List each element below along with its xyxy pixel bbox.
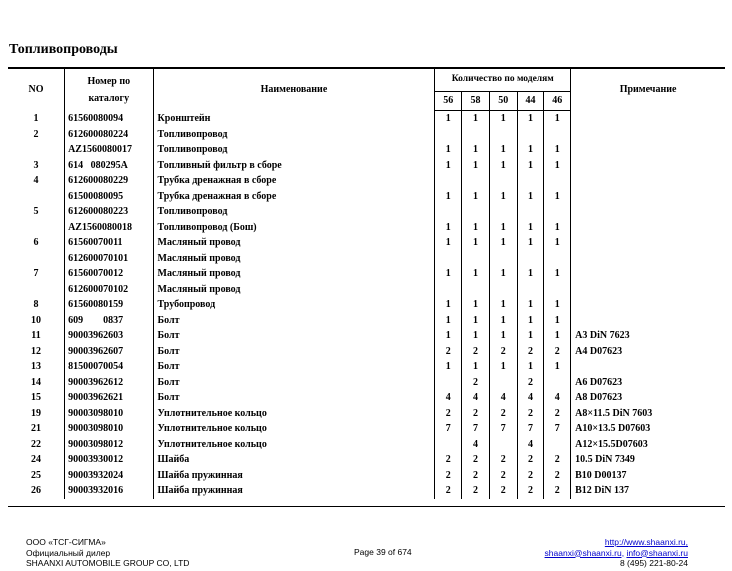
row-qty-50: 2 — [489, 452, 517, 468]
row-qty-44: 1 — [517, 313, 544, 329]
row-name: Болт — [153, 375, 435, 391]
row-qty-50: 1 — [489, 158, 517, 174]
table-row — [8, 142, 725, 158]
row-qty-56: 1 — [435, 297, 462, 313]
row-qty-58: 2 — [462, 452, 490, 468]
row-qty-44: 2 — [517, 468, 544, 484]
row-qty-50: 2 — [489, 483, 517, 499]
table-row — [8, 173, 725, 189]
row-qty-58: 2 — [462, 468, 490, 484]
row-note — [571, 282, 725, 298]
row-qty-46: 2 — [544, 483, 571, 499]
row-qty-50 — [489, 173, 517, 189]
row-catalog-number: 614 080295A — [65, 158, 153, 174]
row-qty-58: 1 — [462, 266, 490, 282]
row-qty-44: 1 — [517, 111, 544, 127]
footer-page-number: Page 39 of 674 — [354, 547, 412, 557]
row-name: Болт — [153, 390, 435, 406]
row-qty-46: 2 — [544, 406, 571, 422]
table-row — [8, 127, 725, 143]
row-no: 12 — [31, 345, 42, 357]
row-qty-44: 2 — [517, 452, 544, 468]
row-qty-44: 1 — [517, 266, 544, 282]
row-qty-46: 1 — [544, 359, 571, 375]
row-qty-58 — [462, 127, 490, 143]
row-qty-56: 1 — [435, 158, 462, 174]
row-qty-50 — [489, 282, 517, 298]
row-qty-50: 2 — [489, 468, 517, 484]
row-no: 2 — [33, 128, 39, 140]
row-catalog-number: 61560080159 — [65, 297, 153, 313]
row-catalog-number: 61500080095 — [65, 189, 153, 205]
row-no: 6 — [33, 237, 39, 248]
row-qty-50: 1 — [489, 220, 517, 236]
row-qty-44: 2 — [517, 483, 544, 499]
row-qty-50: 1 — [489, 297, 517, 313]
row-qty-50: 1 — [489, 142, 517, 158]
header-qty-group: Количество по моделям — [435, 68, 571, 92]
table-row — [8, 328, 725, 344]
row-no — [8, 282, 65, 298]
row-qty-46: 4 — [544, 390, 571, 406]
row-catalog-number: AZ1560080017 — [65, 142, 153, 158]
row-note: A3 DiN 7623 — [571, 328, 725, 344]
row-name: Уплотнительное кольцо — [153, 421, 435, 437]
row-qty-58: 1 — [462, 220, 490, 236]
row-qty-56 — [435, 127, 462, 143]
row-qty-58: 1 — [462, 328, 490, 344]
row-qty-50: 1 — [489, 189, 517, 205]
row-name: Уплотнительное кольцо — [153, 437, 435, 453]
table-row — [8, 359, 725, 375]
row-qty-58 — [462, 173, 490, 189]
row-qty-46: 1 — [544, 266, 571, 282]
bottom-rule — [8, 506, 725, 507]
row-no: 3 — [33, 159, 39, 171]
row-catalog-number: 90003932024 — [65, 468, 153, 484]
row-qty-46 — [544, 127, 571, 143]
row-name: Топливопровод — [153, 204, 435, 220]
row-qty-56 — [435, 375, 462, 391]
row-qty-56 — [435, 204, 462, 220]
row-qty-46: 1 — [544, 313, 571, 329]
row-no: 1 — [33, 112, 39, 124]
row-catalog-number: 61560080094 — [65, 111, 153, 127]
row-qty-44: 2 — [517, 344, 544, 360]
row-catalog-number: 90003962607 — [65, 344, 153, 360]
row-qty-58: 1 — [462, 359, 490, 375]
row-name: Болт — [153, 313, 435, 329]
row-qty-58: 2 — [462, 483, 490, 499]
row-qty-50: 2 — [489, 344, 517, 360]
page-title: Топливопроводы — [9, 42, 118, 57]
row-qty-50 — [489, 251, 517, 267]
row-catalog-number: 612600080229 — [65, 173, 153, 189]
row-catalog-number: 90003098010 — [65, 421, 153, 437]
header-model-44: 44 — [517, 92, 544, 111]
row-qty-44: 4 — [517, 390, 544, 406]
row-catalog-number: 612600080224 — [65, 127, 153, 143]
row-name: Шайба — [153, 452, 435, 468]
row-catalog-number: 609 0837 — [65, 313, 153, 329]
row-name: Кронштейн — [153, 111, 435, 127]
row-qty-58: 2 — [462, 375, 490, 391]
row-qty-58: 2 — [462, 406, 490, 422]
table-row — [8, 390, 725, 406]
row-note — [571, 297, 725, 313]
header-no: NO — [8, 68, 65, 111]
row-qty-46 — [544, 437, 571, 453]
row-qty-56: 7 — [435, 421, 462, 437]
row-note — [571, 235, 725, 251]
table-row — [8, 282, 725, 298]
row-no: 15 — [31, 392, 42, 403]
row-qty-50 — [489, 127, 517, 143]
row-qty-46: 1 — [544, 235, 571, 251]
row-qty-56: 1 — [435, 189, 462, 205]
row-qty-56: 1 — [435, 111, 462, 127]
row-qty-56: 1 — [435, 328, 462, 344]
row-qty-46 — [544, 251, 571, 267]
row-qty-44: 2 — [517, 406, 544, 422]
row-no: 5 — [33, 206, 39, 217]
row-qty-56: 2 — [435, 406, 462, 422]
row-qty-46: 1 — [544, 297, 571, 313]
row-qty-58: 1 — [462, 235, 490, 251]
header-model-58: 58 — [462, 92, 490, 111]
row-catalog-number: 90003098010 — [65, 406, 153, 422]
row-catalog-number: 90003962621 — [65, 390, 153, 406]
row-qty-56: 2 — [435, 468, 462, 484]
row-qty-58: 7 — [462, 421, 490, 437]
row-qty-46 — [544, 173, 571, 189]
row-qty-56 — [435, 251, 462, 267]
table-row — [8, 297, 725, 313]
row-name: Масляный провод — [153, 235, 435, 251]
row-qty-56 — [435, 282, 462, 298]
row-catalog-number: 90003962603 — [65, 328, 153, 344]
row-note: B10 D00137 — [571, 468, 725, 484]
row-qty-58 — [462, 204, 490, 220]
row-qty-46: 2 — [544, 344, 571, 360]
row-qty-50: 1 — [489, 313, 517, 329]
header-name: Наименование — [153, 68, 435, 111]
row-qty-44: 1 — [517, 220, 544, 236]
row-qty-44: 1 — [517, 189, 544, 205]
row-note — [571, 127, 725, 143]
footer-group: SHAANXI AUTOMOBILE GROUP CO, LTD — [26, 558, 190, 568]
row-catalog-number: 612600070102 — [65, 282, 153, 298]
row-qty-58: 2 — [462, 344, 490, 360]
row-qty-44: 1 — [517, 158, 544, 174]
row-note — [571, 111, 725, 127]
row-qty-44: 1 — [517, 142, 544, 158]
row-qty-44 — [517, 127, 544, 143]
row-no: 26 — [31, 485, 42, 496]
row-qty-44: 1 — [517, 328, 544, 344]
row-qty-50 — [489, 375, 517, 391]
footer-dealer: Официальный дилер — [26, 547, 111, 558]
row-note — [571, 173, 725, 189]
row-name: Шайба пружинная — [153, 483, 435, 499]
footer-website-link[interactable]: http://www.shaanxi.ru, — [604, 537, 688, 547]
table-row — [8, 421, 725, 437]
table-row — [8, 158, 725, 174]
row-note: A12×15.5D07603 — [571, 437, 725, 453]
row-name: Топливный фильтр в сборе — [153, 158, 435, 174]
row-name: Трубка дренажная в сборе — [153, 173, 435, 189]
row-name: Болт — [153, 344, 435, 360]
row-qty-44: 1 — [517, 235, 544, 251]
row-no: 21 — [31, 423, 42, 434]
row-qty-50: 1 — [489, 235, 517, 251]
row-qty-58: 4 — [462, 437, 490, 453]
row-qty-56: 2 — [435, 344, 462, 360]
row-qty-50: 1 — [489, 111, 517, 127]
row-qty-56 — [435, 173, 462, 189]
row-qty-58: 4 — [462, 390, 490, 406]
footer-info-email-link[interactable]: info@shaanxi.ru — [626, 547, 688, 558]
row-catalog-number: 61560070011 — [65, 235, 153, 251]
row-qty-58 — [462, 282, 490, 298]
row-no — [8, 142, 65, 158]
row-name: Топливопровод — [153, 127, 435, 143]
footer-left — [26, 537, 189, 569]
row-qty-46 — [544, 204, 571, 220]
row-qty-56 — [435, 437, 462, 453]
row-no — [8, 220, 65, 236]
row-qty-46: 2 — [544, 452, 571, 468]
row-catalog-number: 61560070012 — [65, 266, 153, 282]
row-note — [571, 313, 725, 329]
footer-email-link[interactable]: shaanxi@shaanxi.ru, — [544, 547, 625, 558]
table-row — [8, 437, 725, 453]
row-qty-50: 2 — [489, 406, 517, 422]
row-note: A8×11.5 DiN 7603 — [571, 406, 725, 422]
header-catalog: Номер по каталогу — [65, 68, 153, 111]
header-model-46: 46 — [544, 92, 571, 111]
row-qty-50: 7 — [489, 421, 517, 437]
table-row — [8, 220, 725, 236]
row-qty-44 — [517, 251, 544, 267]
row-qty-58: 1 — [462, 111, 490, 127]
row-name: Масляный провод — [153, 251, 435, 267]
row-qty-46: 7 — [544, 421, 571, 437]
table-row — [8, 111, 725, 127]
footer-right — [545, 537, 688, 569]
row-qty-56: 1 — [435, 220, 462, 236]
row-qty-44: 2 — [517, 375, 544, 391]
row-no: 14 — [31, 376, 42, 388]
row-catalog-number: 90003098012 — [65, 437, 153, 453]
row-name: Болт — [153, 328, 435, 344]
row-qty-44 — [517, 173, 544, 189]
row-qty-50: 1 — [489, 266, 517, 282]
table-row — [8, 452, 725, 468]
header-note: Примечание — [571, 68, 725, 111]
row-name: Трубка дренажная в сборе — [153, 189, 435, 205]
row-note — [571, 158, 725, 174]
row-no: 25 — [31, 469, 42, 481]
row-note — [571, 189, 725, 205]
row-qty-44: 1 — [517, 359, 544, 375]
row-catalog-number: AZ1560080018 — [65, 220, 153, 236]
row-qty-56: 1 — [435, 142, 462, 158]
row-catalog-number: 81500070054 — [65, 359, 153, 375]
row-qty-58: 1 — [462, 297, 490, 313]
row-note: A6 D07623 — [571, 375, 725, 391]
row-name: Масляный провод — [153, 282, 435, 298]
row-note — [571, 142, 725, 158]
row-qty-50: 4 — [489, 390, 517, 406]
table-row — [8, 189, 725, 205]
row-qty-56: 1 — [435, 313, 462, 329]
table-row — [8, 313, 725, 329]
footer-company: ООО «ТСГ-СИГМА» — [26, 537, 106, 547]
row-note: A4 D07623 — [571, 344, 725, 360]
row-qty-56: 1 — [435, 266, 462, 282]
parts-table — [8, 67, 725, 499]
header-model-56: 56 — [435, 92, 462, 111]
row-name: Топливопровод (Бош) — [153, 220, 435, 236]
row-catalog-number: 90003932016 — [65, 483, 153, 499]
footer-phone: 8 (495) 221-80-24 — [619, 558, 688, 568]
row-qty-58: 1 — [462, 158, 490, 174]
row-note: 10.5 DiN 7349 — [571, 452, 725, 468]
row-qty-56: 1 — [435, 235, 462, 251]
table-row — [8, 266, 725, 282]
row-no: 11 — [31, 330, 41, 341]
row-no: 7 — [33, 268, 39, 279]
row-catalog-number: 612600070101 — [65, 251, 153, 267]
table-row — [8, 344, 725, 360]
row-qty-46: 2 — [544, 468, 571, 484]
row-note: A8 D07623 — [571, 390, 725, 406]
row-name: Масляный провод — [153, 266, 435, 282]
row-no: 8 — [33, 299, 39, 310]
row-qty-56: 2 — [435, 483, 462, 499]
row-qty-58: 1 — [462, 313, 490, 329]
row-qty-56: 2 — [435, 452, 462, 468]
row-note: B12 DiN 137 — [571, 483, 725, 499]
row-catalog-number: 90003962612 — [65, 375, 153, 391]
row-qty-44: 7 — [517, 421, 544, 437]
row-no: 19 — [31, 407, 42, 419]
row-qty-50: 1 — [489, 359, 517, 375]
row-note — [571, 204, 725, 220]
row-qty-46: 1 — [544, 220, 571, 236]
row-qty-50 — [489, 204, 517, 220]
row-qty-46 — [544, 375, 571, 391]
row-qty-56: 4 — [435, 390, 462, 406]
row-no: 10 — [31, 314, 42, 326]
table-row — [8, 483, 725, 499]
row-name: Шайба пружинная — [153, 468, 435, 484]
row-qty-58 — [462, 251, 490, 267]
row-no: 4 — [33, 175, 39, 186]
row-no: 24 — [31, 454, 42, 465]
row-catalog-number: 612600080223 — [65, 204, 153, 220]
row-note — [571, 359, 725, 375]
row-no: 22 — [31, 438, 42, 450]
table-row — [8, 235, 725, 251]
row-qty-58: 1 — [462, 189, 490, 205]
row-note — [571, 220, 725, 236]
row-qty-46: 1 — [544, 111, 571, 127]
row-qty-44 — [517, 282, 544, 298]
row-name: Уплотнительное кольцо — [153, 406, 435, 422]
row-qty-50: 1 — [489, 328, 517, 344]
row-qty-44: 1 — [517, 297, 544, 313]
row-name: Болт — [153, 359, 435, 375]
table-row — [8, 204, 725, 220]
row-name: Топливопровод — [153, 142, 435, 158]
row-no: 13 — [31, 361, 42, 372]
row-qty-46: 1 — [544, 328, 571, 344]
row-no — [8, 189, 65, 205]
row-name: Трубопровод — [153, 297, 435, 313]
row-no — [8, 251, 65, 267]
row-note — [571, 266, 725, 282]
row-note — [571, 251, 725, 267]
table-row — [8, 251, 725, 267]
table-row — [8, 406, 725, 422]
row-qty-46 — [544, 282, 571, 298]
row-qty-46: 1 — [544, 158, 571, 174]
table-row — [8, 375, 725, 391]
header-model-50: 50 — [489, 92, 517, 111]
table-row — [8, 468, 725, 484]
row-qty-44: 4 — [517, 437, 544, 453]
row-qty-44 — [517, 204, 544, 220]
row-qty-46: 1 — [544, 142, 571, 158]
row-catalog-number: 90003930012 — [65, 452, 153, 468]
row-qty-46: 1 — [544, 189, 571, 205]
row-qty-50 — [489, 437, 517, 453]
row-note: A10×13.5 D07603 — [571, 421, 725, 437]
row-qty-58: 1 — [462, 142, 490, 158]
row-qty-56: 1 — [435, 359, 462, 375]
